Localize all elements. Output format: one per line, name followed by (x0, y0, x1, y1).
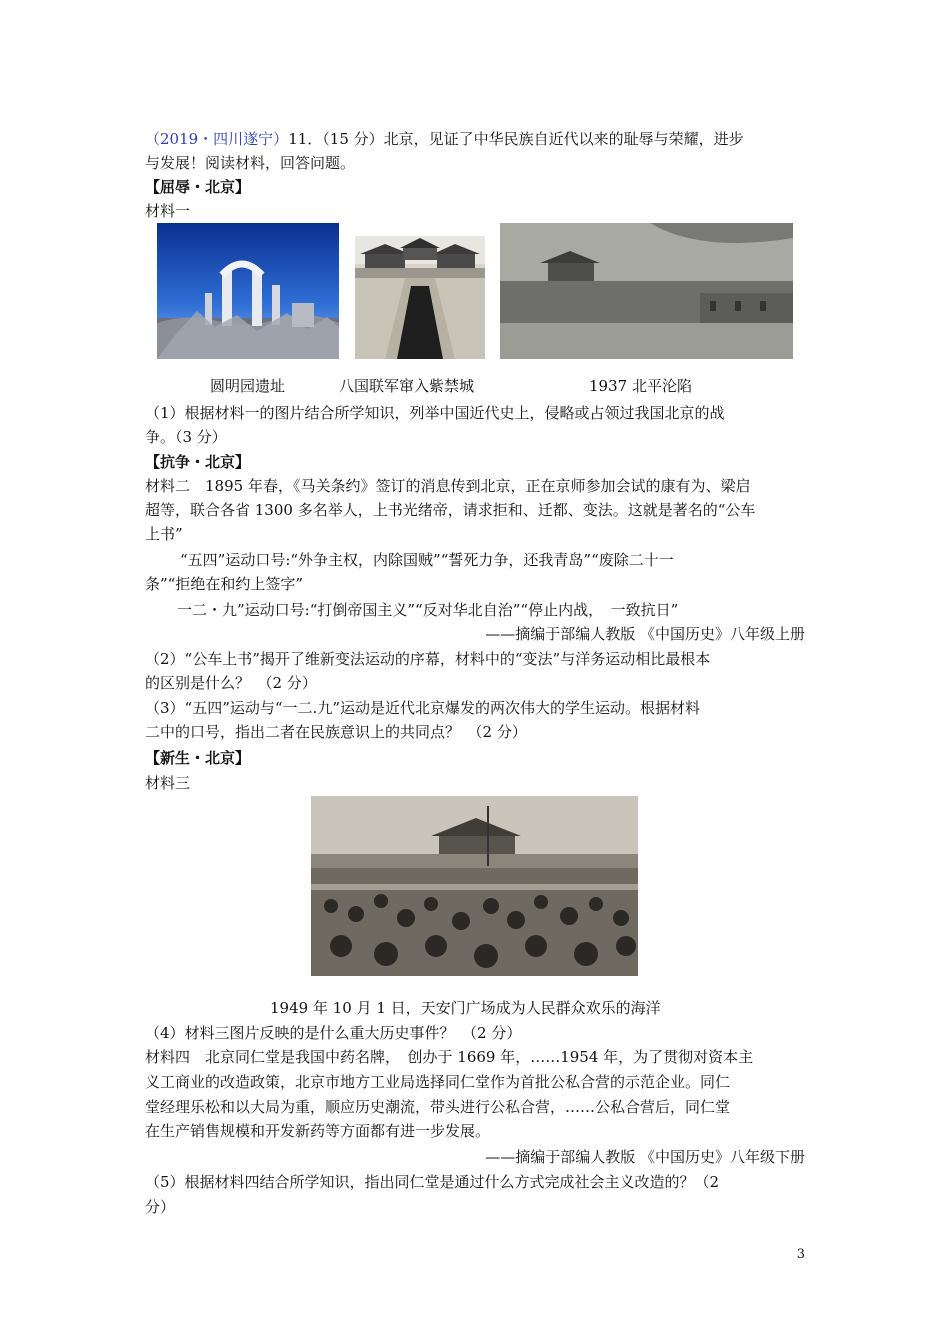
material-four-source: ——摘编于部编人教版 《中国历史》八年级下册 (485, 1148, 805, 1166)
material-two-source: ——摘编于部编人教版 《中国历史》八年级上册 (485, 625, 805, 643)
material-four-line1: 材料四 北京同仁堂是我国中药名牌， 创办于 1669 年，……1954 年，为了贯彻对资本主 (145, 1048, 754, 1066)
source-tag: （2019・四川遂宁） (145, 130, 289, 148)
material-four-line4: 在生产销售规模和开发新药等方面都有进一步发展。 (145, 1122, 491, 1140)
section-heading-new-life: 【新生・北京】 (145, 749, 251, 767)
material-two-line1: 材料二 1895 年春，《马关条约》签订的消息传到北京，正在京师参加会试的康有为、梁启 (145, 477, 751, 495)
question-3-line2: 二中的口号，指出二者在民族意识上的共同点？ （2 分） (145, 723, 527, 741)
caption-forbidden-city: 八国联军窜入紫禁城 (339, 377, 475, 395)
section-heading-struggle: 【抗争・北京】 (145, 453, 251, 471)
material-four-line2: 义工商业的改造政策，北京市地方工业局选择同仁堂作为首批公私合营的示范企业。同仁 (145, 1073, 731, 1091)
question-2-line2: 的区别是什么？ （2 分） (145, 674, 317, 692)
caption-tiananmen-1949: 1949 年 10 月 1 日，天安门广场成为人民群众欢乐的海洋 (270, 999, 661, 1017)
question-4: （4）材料三图片反映的是什么重大历史事件？ （2 分） (145, 1024, 522, 1042)
question-header-line2: 与发展！阅读材料，回答问题。 (145, 154, 356, 172)
page-number: 3 (796, 1247, 805, 1262)
yuanmingyuan-ruins-photo (157, 223, 339, 359)
question-5-line1: （5）根据材料四结合所学知识，指出同仁堂是通过什么方式完成社会主义改造的？（2 (145, 1173, 720, 1191)
forbidden-city-troops-photo (355, 236, 485, 359)
question-header-line1 (145, 129, 744, 149)
material-one-label: 材料一 (145, 202, 191, 220)
question-3-line1: （3）“五四”运动与“一二.九”运动是近代北京爆发的两次伟大的学生运动。根据材料 (145, 699, 700, 717)
question-1-line2: 争。（3 分） (145, 428, 227, 446)
material-three-label: 材料三 (145, 774, 191, 792)
section-heading-humiliation: 【屈辱・北京】 (145, 178, 251, 196)
december-ninth-slogans: 一二・九”运动口号:“打倒帝国主义”“反对华北自治”“停止内战， 一致抗日” (177, 601, 679, 619)
caption-yuanmingyuan: 圆明园遗址 (210, 377, 286, 395)
tiananmen-1949-photo (311, 796, 638, 976)
material-two-line2: 超等，联合各省 1300 多名举人，上书光绪帝，请求拒和、迁都、变法。这就是著名的“公车 (145, 501, 756, 519)
question-intro: 11．（15 分）北京，见证了中华民族自近代以来的耻辱与荣耀，进步 (288, 130, 744, 148)
question-5-line2: 分） (145, 1198, 176, 1216)
question-1-line1: （1）根据材料一的图片结合所学知识，列举中国近代史上，侵略或占领过我国北京的战 (145, 404, 725, 422)
question-2-line1: （2）“公车上书”揭开了维新变法运动的序幕，材料中的“变法”与洋务运动相比最根本 (145, 650, 711, 668)
peiping-fall-photo (500, 223, 793, 359)
material-four-line3: 堂经理乐松和以大局为重，顺应历史潮流，带头进行公私合营，……公私合营后，同仁堂 (145, 1098, 731, 1116)
may-fourth-slogans-line2: 条”“拒绝在和约上签字” (145, 575, 304, 593)
may-fourth-slogans-line1: “五四”运动口号:“外争主权，内除国贼”“誓死力争，还我青岛”“废除二十一 (180, 551, 674, 569)
material-two-line3: 上书” (145, 525, 183, 543)
caption-peiping-fall: 1937 北平沦陷 (589, 377, 692, 395)
